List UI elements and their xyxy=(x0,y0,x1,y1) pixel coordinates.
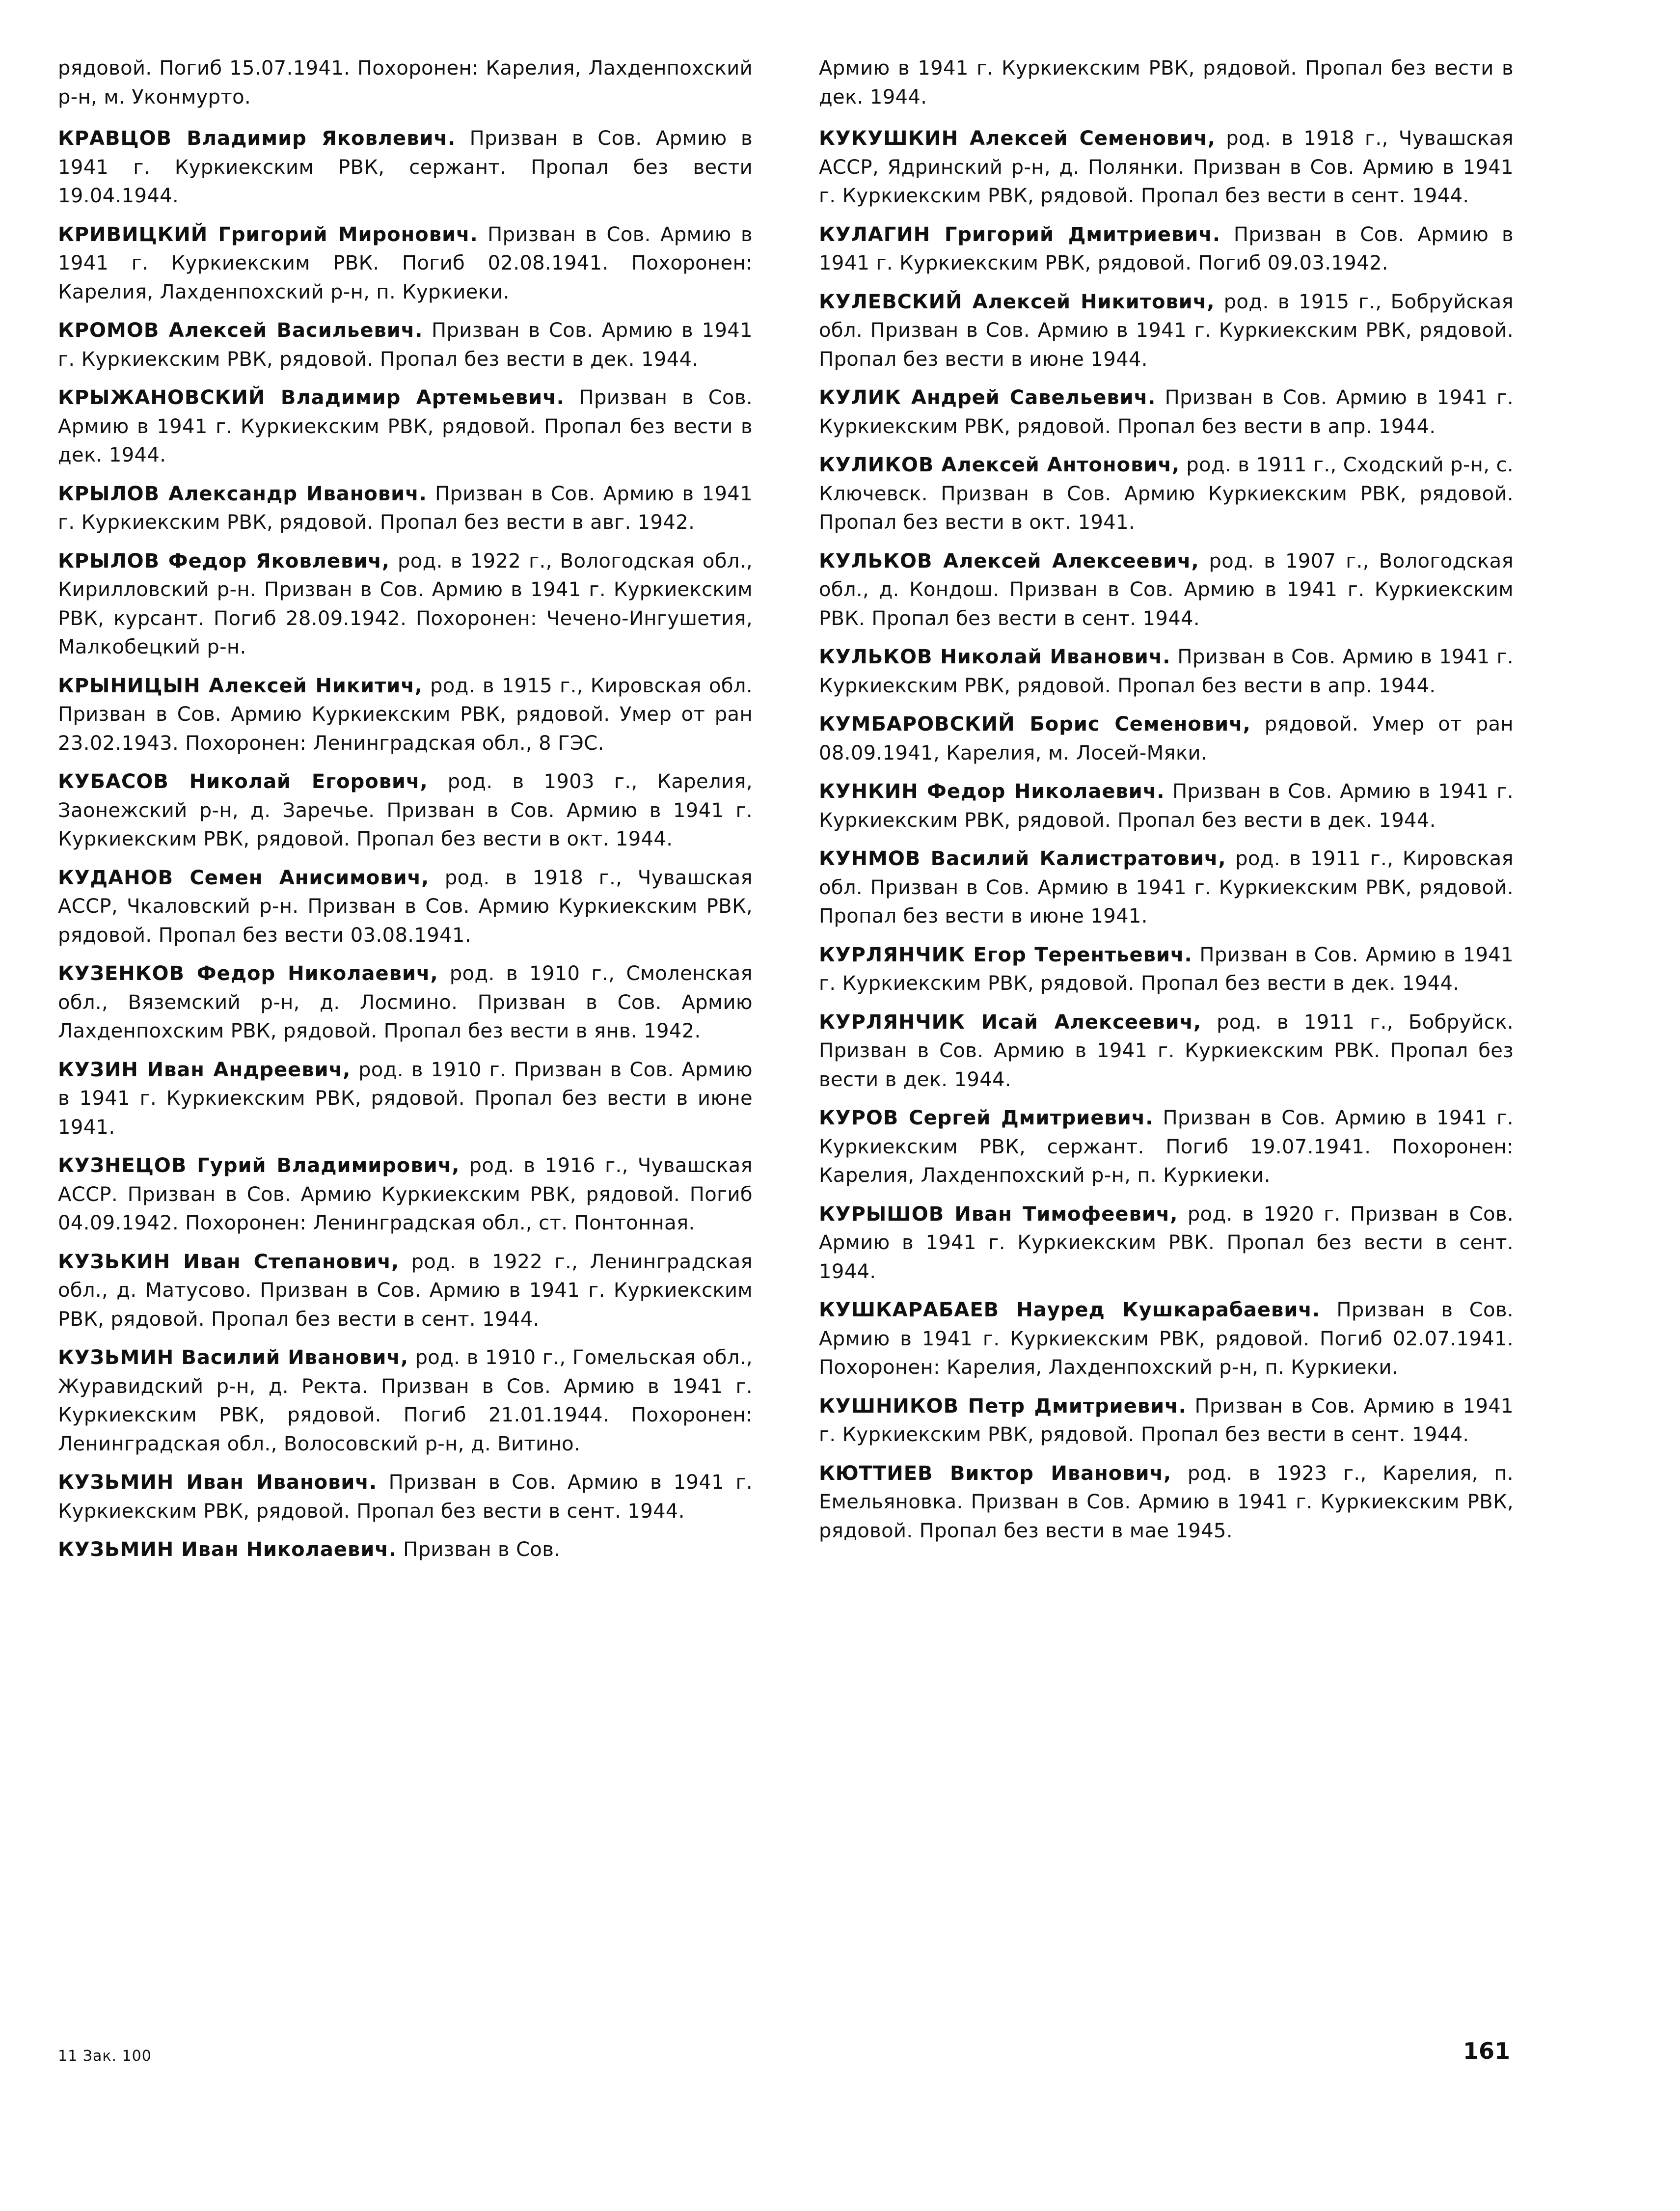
record-entry xyxy=(819,451,1514,537)
record-name: КРОМОВ Алексей Васильевич. xyxy=(58,319,423,342)
record-entry xyxy=(819,777,1514,835)
record-name: КУМБАРОВСКИЙ Борис Семенович, xyxy=(819,713,1251,736)
record-text: род. в 1915 г., Бобруйская обл. Призван в Сов. Армию в 1941 г. Куркиекским РВК, рядовой. Пропал без вести в июне 1944. xyxy=(819,290,1514,371)
record-text: Призван в Сов. Армию в 1941 г. Куркиекским РВК, сержант. Погиб 19.07.1941. Похоронен: Карелия, Лахденпохский р-н, п. Куркиеки. xyxy=(819,1107,1514,1187)
record-entry xyxy=(819,643,1514,700)
page-number: 161 xyxy=(1463,2038,1511,2064)
record-name: КРИВИЦКИЙ Григорий Миронович. xyxy=(58,223,478,246)
record-name: КУБАСОВ Николай Егорович, xyxy=(58,770,428,793)
record-name: КУШНИКОВ Петр Дмитриевич. xyxy=(819,1394,1187,1418)
right-column xyxy=(819,54,1514,1555)
record-entry xyxy=(819,1296,1514,1382)
record-name: КУРЫШОВ Иван Тимофеевич, xyxy=(819,1202,1178,1226)
record-text: род. в 1922 г., Ленинградская обл., д. Матусово. Призван в Сов. Армию в 1941 г. Куркиекским РВК, рядовой. Пропал без вести в сент. 1944. xyxy=(58,1250,753,1331)
record-text: род. в 1922 г., Вологодская обл., Кирилловский р-н. Призван в Сов. Армию в 1941 г. Куркиекским РВК, курсант. Погиб 28.09.1942. Похоронен: Чечено-Ингушетия, Малкобецкий р-н. xyxy=(58,549,753,658)
record-entry xyxy=(58,1056,753,1142)
record-name: КУЗЬКИН Иван Степанович, xyxy=(58,1250,400,1273)
record-text: Призван в Сов. Армию в 1941 г. Куркиекским РВК, рядовой. Погиб 09.03.1942. xyxy=(819,223,1514,274)
record-entry xyxy=(819,288,1514,374)
record-entry xyxy=(58,124,753,211)
record-entry xyxy=(58,767,753,854)
record-text: род. в 1907 г., Вологодская обл., д. Кондош. Призван в Сов. Армию в 1941 г. Куркиекским РВК. Пропал без вести в сент. 1944. xyxy=(819,549,1514,630)
record-entry xyxy=(819,1008,1514,1094)
record-text: Призван в Сов. Армию в 1941 г. Куркиекским РВК, рядовой. Пропал без вести в апр. 1944. xyxy=(819,386,1514,438)
record-name: КРЫЛОВ Федор Яковлевич, xyxy=(58,549,390,573)
record-text: род. в 1923 г., Карелия, п. Емельяновка. Призван в Сов. Армию в 1941 г. Куркиекским РВК, рядовой. Пропал без вести в мае 1945. xyxy=(819,1462,1514,1542)
record-name: КРЫНИЦЫН Алексей Никитич, xyxy=(58,674,423,697)
record-text: Призван в Сов. Армию в 1941 г. Куркиекским РВК, рядовой. Пропал без вести в дек. 1944. xyxy=(819,780,1514,832)
record-continuation xyxy=(58,54,753,111)
record-text: рядовой. Умер от ран 08.09.1941, Карелия, м. Лосей-Мяки. xyxy=(819,713,1514,764)
record-entry xyxy=(819,383,1514,441)
record-name: КУЛАГИН Григорий Дмитриевич. xyxy=(819,223,1221,246)
record-name: КУЛИК Андрей Савельевич. xyxy=(819,386,1156,409)
record-entry xyxy=(58,316,753,374)
record-name: КУШКАРАБАЕВ Науред Кушкарабаевич. xyxy=(819,1299,1321,1321)
record-name: КУРЛЯНЧИК Исай Алексеевич, xyxy=(819,1010,1202,1034)
record-continuation xyxy=(819,54,1514,111)
record-name: КУЛЬКОВ Алексей Алексеевич, xyxy=(819,549,1199,573)
record-text: род. в 1910 г., Смоленская обл., Вяземский р-н, д. Лосмино. Призван в Сов. Армию Лахденпохским РВК, рядовой. Пропал без вести в янв. 1942. xyxy=(58,962,753,1042)
record-text: Призван в Сов. Армию в 1941 г. Куркиекским РВК, рядовой. Пропал без вести в дек. 1944. xyxy=(58,319,753,371)
record-text: род. в 1903 г., Карелия, Заонежский р-н, д. Заречье. Призван в Сов. Армию в 1941 г. Куркиекским РВК, рядовой. Пропал без вести в окт. 1944. xyxy=(58,770,753,850)
record-name: КУНКИН Федор Николаевич. xyxy=(819,780,1165,803)
record-entry xyxy=(58,383,753,470)
record-entry xyxy=(819,941,1514,998)
record-entry xyxy=(819,220,1514,278)
record-text: род. в 1911 г., Кировская обл. Призван в Сов. Армию в 1941 г. Куркиекским РВК, рядовой. Пропал без вести в июне 1941. xyxy=(819,847,1514,928)
record-name: КУРОВ Сергей Дмитриевич. xyxy=(819,1107,1154,1129)
record-name: КУДАНОВ Семен Анисимович, xyxy=(58,866,430,889)
record-entry xyxy=(58,1535,753,1564)
record-name: КУРЛЯНЧИК Егор Терентьевич. xyxy=(819,943,1192,966)
record-text: Призван в Сов. Армию в 1941 г. Куркиекским РВК. Погиб 02.08.1941. Похоронен: Карелия, Лахденпохский р-н, п. Куркиеки. xyxy=(58,223,753,303)
record-entry xyxy=(58,480,753,537)
record-text: Призван в Сов. Армию в 1941 г. Куркиекским РВК, рядовой. Пропал без вести в авг. 1942. xyxy=(58,482,753,534)
record-entry xyxy=(58,1151,753,1238)
record-entry xyxy=(819,1392,1514,1449)
record-entry xyxy=(819,1459,1514,1546)
record-text: Призван в Сов. Армию в 1941 г. Куркиекским РВК, рядовой. Пропал без вести в дек. 1944. xyxy=(819,943,1514,995)
record-text: род. в 1915 г., Кировская обл. Призван в Сов. Армию Куркиекским РВК, рядовой. Умер от ран 23.02.1943. Похоронен: Ленинградская обл., 8 ГЭС. xyxy=(58,674,753,755)
record-name: КУЗЕНКОВ Федор Николаевич, xyxy=(58,962,438,985)
record-name: КУЗНЕЦОВ Гурий Владимирович, xyxy=(58,1154,460,1177)
record-text: род. в 1911 г., Бобруйск. Призван в Сов. Армию в 1941 г. Куркиекским РВК. Пропал без вести в дек. 1944. xyxy=(819,1010,1514,1091)
record-entry xyxy=(819,547,1514,633)
record-entry xyxy=(819,1200,1514,1286)
record-name: КЮТТИЕВ Виктор Иванович, xyxy=(819,1462,1172,1485)
record-entry xyxy=(58,1343,753,1458)
record-text: Призван в Сов. Армию в 1941 г. Куркиекским РВК, рядовой. Пропал без вести в сент. 1944. xyxy=(819,1394,1514,1446)
record-name: КУЛЕВСКИЙ Алексей Никитович, xyxy=(819,290,1215,313)
record-text: Призван в Сов. Армию в 1941 г. Куркиекским РВК, сержант. Пропал без вести 19.04.1944. xyxy=(58,127,753,207)
record-entry xyxy=(58,220,753,307)
record-text: род. в 1911 г., Сходский р-н, с. Ключевск. Призван в Сов. Армию Куркиекским РВК, рядовой. Пропал без вести в окт. 1941. xyxy=(819,454,1514,534)
record-entry xyxy=(819,124,1514,211)
record-entry xyxy=(819,710,1514,767)
record-name: КУКУШКИН Алексей Семенович, xyxy=(819,127,1216,150)
record-text: род. в 1918 г., Чувашская АССР, Ядринский р-н, д. Полянки. Призван в Сов. Армию в 1941 г. Куркиекским РВК, рядовой. Пропал без вести в сент. 1944. xyxy=(819,127,1514,207)
record-name: КУЛИКОВ Алексей Антонович, xyxy=(819,454,1180,476)
record-name: КУЗЬМИН Василий Иванович, xyxy=(58,1346,409,1369)
record-name: КУЛЬКОВ Николай Иванович. xyxy=(819,646,1171,668)
print-signature-mark: 11 Зак. 100 xyxy=(58,2047,152,2065)
record-name: КУЗИН Иван Андреевич, xyxy=(58,1058,351,1081)
record-name: КРЫЛОВ Александр Иванович. xyxy=(58,482,427,505)
record-text: Призван в Сов. Армию в 1941 г. Куркиекским РВК, рядовой. Пропал без вести в дек. 1944. xyxy=(58,386,753,466)
left-column xyxy=(58,54,753,1574)
record-text: род. в 1918 г., Чувашская АССР, Чкаловский р-н. Призван в Сов. Армию Куркиекским РВК, рядовой. Пропал без вести 03.08.1941. xyxy=(58,866,753,947)
record-text: Призван в Сов. Армию в 1941 г. Куркиекским РВК, рядовой. Пропал без вести в сент. 1944. xyxy=(58,1471,753,1523)
record-entry xyxy=(819,1104,1514,1190)
record-entry xyxy=(819,845,1514,931)
record-entry xyxy=(58,672,753,758)
record-text: Армию в 1941 г. Куркиекским РВК, рядовой. Пропал без вести в дек. 1944. xyxy=(819,57,1514,109)
record-entry xyxy=(58,1248,753,1334)
record-entry xyxy=(58,547,753,662)
record-entry xyxy=(58,864,753,950)
record-text: род. в 1916 г., Чувашская АССР. Призван в Сов. Армию Куркиекским РВК, рядовой. Погиб 04.09.1942. Похоронен: Ленинградская обл., ст. Понтонная. xyxy=(58,1154,753,1234)
record-name: КУЗЬМИН Иван Николаевич. xyxy=(58,1538,397,1561)
record-entry xyxy=(58,959,753,1046)
record-text: Призван в Сов. Армию в 1941 г. Куркиекским РВК, рядовой. Погиб 02.07.1941. Похоронен: Карелия, Лахденпохский р-н, п. Куркиеки. xyxy=(819,1299,1514,1379)
record-text: Призван в Сов. Армию в 1941 г. Куркиекским РВК, рядовой. Пропал без вести в апр. 1944. xyxy=(819,646,1514,697)
record-name: КРЫЖАНОВСКИЙ Владимир Артемьевич. xyxy=(58,386,565,409)
record-text: рядовой. Погиб 15.07.1941. Похоронен: Карелия, Лахденпохский р-н, м. Уконмурто. xyxy=(58,57,753,109)
record-name: КУЗЬМИН Иван Иванович. xyxy=(58,1471,378,1494)
record-text: род. в 1910 г., Гомельская обл., Журавидский р-н, д. Ректа. Призван в Сов. Армию в 1941 г. Куркиекским РВК, рядовой. Погиб 21.01.1944. Похоронен: Ленинградская обл., Волосовский р-н, д. Витино. xyxy=(58,1346,753,1455)
record-text: Призван в Сов. xyxy=(397,1538,561,1561)
record-entry xyxy=(58,1468,753,1526)
record-text: род. в 1910 г. Призван в Сов. Армию в 1941 г. Куркиекским РВК, рядовой. Пропал без вести в июне 1941. xyxy=(58,1058,753,1139)
record-name: КРАВЦОВ Владимир Яковлевич. xyxy=(58,127,456,150)
record-name: КУНМОВ Василий Калистратович, xyxy=(819,847,1226,870)
record-text: род. в 1920 г. Призван в Сов. Армию в 1941 г. Куркиекским РВК. Пропал без вести в сент. 1944. xyxy=(819,1202,1514,1283)
